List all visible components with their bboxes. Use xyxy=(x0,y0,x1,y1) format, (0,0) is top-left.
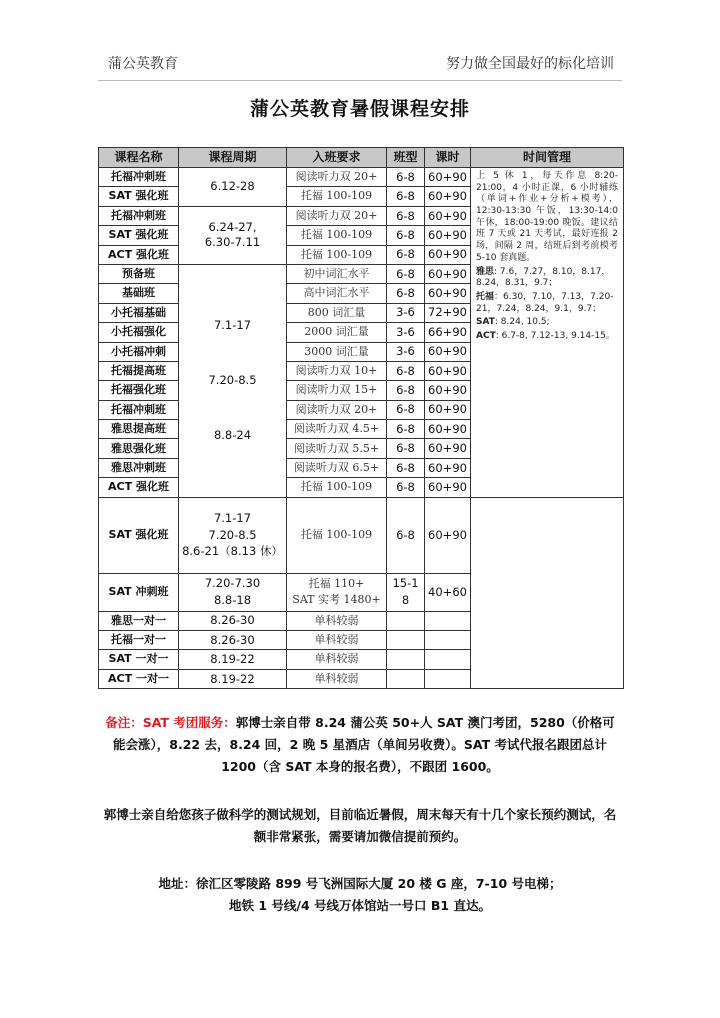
course-period: 8.19-22 xyxy=(179,650,287,669)
class-size: 6-8 xyxy=(387,187,425,206)
class-hours: 60+90 xyxy=(425,439,471,458)
class-hours: 60+90 xyxy=(425,361,471,380)
entry-requirement: 阅读听力双 20+ xyxy=(287,400,387,419)
class-hours: 60+90 xyxy=(425,284,471,303)
class-size: 6-8 xyxy=(387,458,425,477)
entry-requirement: 阅读听力双 20+ xyxy=(287,168,387,187)
course-name: 基础班 xyxy=(99,284,179,303)
course-name: 托福冲刺班 xyxy=(99,168,179,187)
course-name: 雅思一对一 xyxy=(99,611,179,630)
entry-requirement: 阅读听力双 15+ xyxy=(287,381,387,400)
class-size: 6-8 xyxy=(387,497,425,573)
class-size: 3-6 xyxy=(387,303,425,322)
entry-requirement: 单科较弱 xyxy=(287,669,387,688)
course-name: 托福冲刺班 xyxy=(99,206,179,225)
time-management-blank xyxy=(471,497,624,689)
class-hours xyxy=(425,669,471,688)
ielts-dates xyxy=(476,267,618,290)
entry-requirement: 阅读听力双 5.5+ xyxy=(287,439,387,458)
entry-requirement: 托福 110+ SAT 实考 1480+ xyxy=(287,573,387,611)
course-period: 7.1-17 7.20-8.5 8.8-24 xyxy=(179,264,287,497)
class-size: 6-8 xyxy=(387,400,425,419)
class-size: 6-8 xyxy=(387,264,425,283)
class-hours: 60+90 xyxy=(425,264,471,283)
course-name: SAT 冲刺班 xyxy=(99,573,179,611)
sat-label: SAT xyxy=(476,317,495,328)
remark-paragraph xyxy=(100,712,620,778)
remark-text: 郭博士亲自带 8.24 蒲公英 50+人 SAT 澳门考团，5280（价格可能会涨），8.22 去，8.24 回，2 晚 5 星酒店（单间另收费）。SAT 考试代报名跟团总计 1200（含 SAT 本身的报名费），不跟团 1600。 xyxy=(113,715,615,774)
header-class-size: 班型 xyxy=(387,148,425,168)
class-size: 15-1 8 xyxy=(387,573,425,611)
class-size: 6-8 xyxy=(387,168,425,187)
course-period: 6.12-28 xyxy=(179,168,287,207)
entry-requirement: 高中词汇水平 xyxy=(287,284,387,303)
ielts-label: 雅思 xyxy=(476,266,495,277)
class-hours: 60+90 xyxy=(425,458,471,477)
class-hours: 60+90 xyxy=(425,400,471,419)
class-hours: 60+90 xyxy=(425,342,471,361)
address-line-2: 地铁 1 号线/4 号线万体馆站一号口 B1 直达。 xyxy=(229,898,491,914)
class-size: 6-8 xyxy=(387,478,425,497)
plan-paragraph: 郭博士亲自给您孩子做科学的测试规划，目前临近暑假，周末每天有十几个家长预约测试，名额非常紧张，需要请加微信提前预约。 xyxy=(103,806,617,844)
entry-requirement: 托福 100-109 xyxy=(287,245,387,264)
class-hours xyxy=(425,631,471,650)
course-name: 雅思冲刺班 xyxy=(99,458,179,477)
class-hours: 60+90 xyxy=(425,187,471,206)
course-name: SAT 强化班 xyxy=(99,497,179,573)
course-name: SAT 强化班 xyxy=(99,226,179,245)
class-hours: 60+90 xyxy=(425,497,471,573)
course-name: 小托福基础 xyxy=(99,303,179,322)
entry-requirement: 单科较弱 xyxy=(287,611,387,630)
course-name: 托福强化班 xyxy=(99,381,179,400)
entry-requirement: 800 词汇量 xyxy=(287,303,387,322)
entry-requirement: 2000 词汇量 xyxy=(287,323,387,342)
course-name: 雅思提高班 xyxy=(99,420,179,439)
class-hours: 60+90 xyxy=(425,226,471,245)
entry-requirement: 托福 100-109 xyxy=(287,226,387,245)
entry-requirement: 阅读听力双 6.5+ xyxy=(287,458,387,477)
class-hours: 60+90 xyxy=(425,478,471,497)
class-hours: 66+90 xyxy=(425,323,471,342)
header-slogan: 努力做全国最好的标化培训 xyxy=(446,56,614,72)
act-date-list: : 6.7-8, 7.12-13, 9.14-15。 xyxy=(495,330,615,341)
header-requirement: 入班要求 xyxy=(287,148,387,168)
course-period: 8.26-30 xyxy=(179,611,287,630)
class-size: 6-8 xyxy=(387,226,425,245)
course-period: 7.1-17 7.20-8.5 8.6-21（8.13 休） xyxy=(179,497,287,573)
class-hours: 60+90 xyxy=(425,206,471,225)
time-management-cell xyxy=(471,168,624,498)
course-name: 小托福强化 xyxy=(99,323,179,342)
course-name: ACT 强化班 xyxy=(99,245,179,264)
schedule-intro: 上 5 休 1，每天作息 8:20-21:00，4 小时正课，6 小时辅练（单词+作业+分析+模考），12:30-13:30 午饭，13:30-14:0 午休，18:00-19:00 晚饭。建议结班 7 天或 21 天考试，最好连报 2 场，间隔 2 周，结班后到考前模考 5-10 套真题。 xyxy=(476,171,618,263)
class-size: 6-8 xyxy=(387,439,425,458)
header-time-management: 时间管理 xyxy=(471,148,624,168)
entry-requirement: 单科较弱 xyxy=(287,631,387,650)
table-row xyxy=(99,168,624,187)
entry-requirement: 托福 100-109 xyxy=(287,478,387,497)
class-hours: 60+90 xyxy=(425,168,471,187)
toefl-dates xyxy=(476,292,618,315)
class-size xyxy=(387,650,425,669)
notes-section xyxy=(100,712,620,917)
toefl-date-list: ：6.30，7.10，7.13，7.20-21，7.24，8.24，9.1，9.7； xyxy=(476,291,614,314)
class-size: 6-8 xyxy=(387,420,425,439)
course-name: SAT 强化班 xyxy=(99,187,179,206)
class-hours: 60+90 xyxy=(425,245,471,264)
class-hours xyxy=(425,650,471,669)
act-dates xyxy=(476,331,618,343)
course-name: 小托福冲刺 xyxy=(99,342,179,361)
course-period: 8.26-30 xyxy=(179,631,287,650)
sat-dates xyxy=(476,317,618,329)
class-hours xyxy=(425,611,471,630)
entry-requirement: 阅读听力双 20+ xyxy=(287,206,387,225)
course-name: ACT 强化班 xyxy=(99,478,179,497)
header-hours: 课时 xyxy=(425,148,471,168)
ielts-date-list: : 7.6，7.27，8.10，8.17，8.24，8.31，9.7； xyxy=(476,266,611,289)
class-size xyxy=(387,631,425,650)
header-divider xyxy=(98,80,622,81)
class-size: 6-8 xyxy=(387,284,425,303)
course-name: 托福冲刺班 xyxy=(99,400,179,419)
schedule-table xyxy=(98,147,624,689)
sat-date-list: : 8.24, 10.5; xyxy=(494,317,550,328)
entry-requirement: 托福 100-109 xyxy=(287,497,387,573)
class-size: 3-6 xyxy=(387,342,425,361)
course-name: 雅思强化班 xyxy=(99,439,179,458)
class-hours: 40+60 xyxy=(425,573,471,611)
course-period: 6.24-27, 6.30-7.11 xyxy=(179,206,287,264)
class-hours: 60+90 xyxy=(425,420,471,439)
header-course-name: 课程名称 xyxy=(99,148,179,168)
header-brand: 蒲公英教育 xyxy=(108,56,178,72)
class-hours: 72+90 xyxy=(425,303,471,322)
table-header-row xyxy=(99,148,624,168)
course-period: 8.19-22 xyxy=(179,669,287,688)
class-size xyxy=(387,669,425,688)
class-size: 3-6 xyxy=(387,323,425,342)
page-title: 蒲公英教育暑假课程安排 xyxy=(249,98,470,120)
entry-requirement: 3000 词汇量 xyxy=(287,342,387,361)
entry-requirement: 阅读听力双 10+ xyxy=(287,361,387,380)
course-period: 7.20-7.30 8.8-18 xyxy=(179,573,287,611)
entry-requirement: 阅读听力双 4.5+ xyxy=(287,420,387,439)
course-name: 预备班 xyxy=(99,264,179,283)
class-size xyxy=(387,611,425,630)
toefl-label: 托福 xyxy=(476,291,495,302)
class-size: 6-8 xyxy=(387,361,425,380)
course-name: 托福一对一 xyxy=(99,631,179,650)
course-name: 托福提高班 xyxy=(99,361,179,380)
course-name: SAT 一对一 xyxy=(99,650,179,669)
course-name: ACT 一对一 xyxy=(99,669,179,688)
act-label: ACT xyxy=(476,330,496,341)
table-row xyxy=(99,497,624,573)
address-line-1: 地址：徐汇区零陵路 899 号飞洲国际大厦 20 楼 G 座，7-10 号电梯； xyxy=(158,876,562,892)
class-hours: 60+90 xyxy=(425,381,471,400)
page-header xyxy=(0,0,720,80)
remark-label: 备注：SAT 考团服务： xyxy=(105,715,236,730)
class-size: 6-8 xyxy=(387,381,425,400)
class-size: 6-8 xyxy=(387,245,425,264)
entry-requirement: 初中词汇水平 xyxy=(287,264,387,283)
class-size: 6-8 xyxy=(387,206,425,225)
header-course-period: 课程周期 xyxy=(179,148,287,168)
entry-requirement: 单科较弱 xyxy=(287,650,387,669)
entry-requirement: 托福 100-109 xyxy=(287,187,387,206)
